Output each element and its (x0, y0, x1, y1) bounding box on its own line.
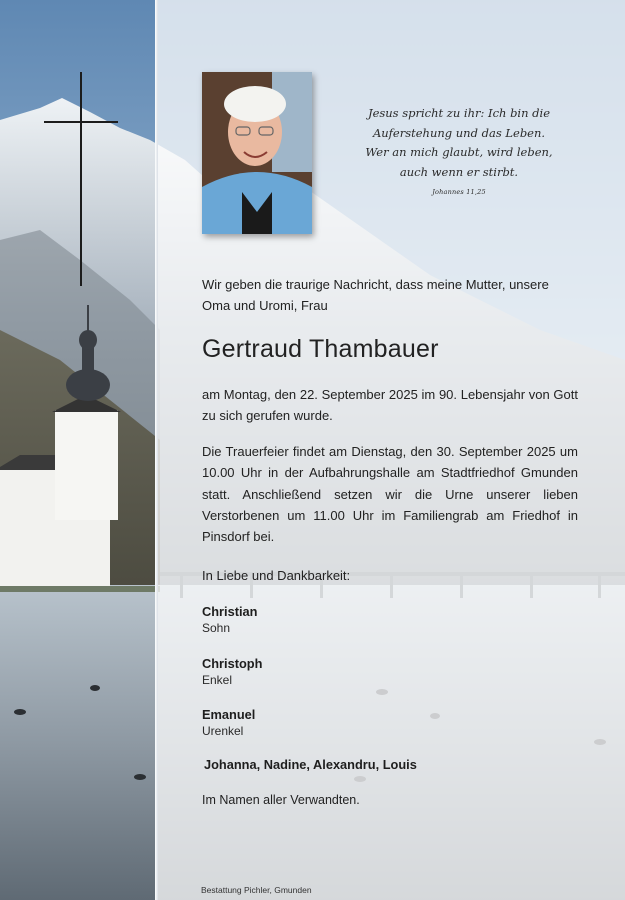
verse-reference: Johannes 11,25 (432, 188, 486, 196)
family-note: Im Namen aller Verwandten. (202, 793, 360, 807)
portrait-photo (202, 72, 312, 234)
deceased-name: Gertraud Thambauer (202, 335, 439, 363)
mourner-relation: Enkel (202, 673, 233, 687)
mourner-name: Emanuel (202, 707, 256, 722)
funeral-details-paragraph: Die Trauerfeier findet am Dienstag, den 30. September 2025 um 10.00 Uhr in der Aufbahrungshalle am Stadtfriedhof Gmunden statt. Anschließend setzen wir die Urne unserer lieben Verstorbenen um 11.00 Uhr im Familiengrab am Friedhof in Pinsdorf bei. (202, 444, 578, 545)
mourner-name: Christian (202, 604, 258, 619)
mourner-entry (202, 706, 255, 740)
mourner-entry (202, 655, 262, 689)
mourner-relation: Urenkel (202, 724, 244, 738)
verse-line: auch wenn er stirbt. (399, 164, 519, 179)
panel-divider (155, 0, 158, 900)
verse-line: Auferstehung und das Leben. (372, 125, 546, 140)
verse-line: Jesus spricht zu ihr: Ich bin die (367, 106, 551, 120)
grandchildren-names: Johanna, Nadine, Alexandru, Louis (204, 757, 417, 772)
death-notice-paragraph: am Montag, den 22. September 2025 im 90. Lebensjahr von Gott zu sich gerufen wurde. (202, 387, 578, 424)
announcement-text: Wir geben die traurige Nachricht, dass meine Mutter, unsere Oma und Uromi, Frau (202, 277, 549, 314)
mourner-relation: Sohn (202, 621, 231, 635)
verse-line: Wer an mich glaubt, wird leben, (365, 145, 553, 159)
cross-icon-bar (44, 121, 118, 123)
mourner-entry (202, 603, 257, 637)
funeral-home-footer: Bestattung Pichler, Gmunden (201, 885, 312, 895)
mourner-name: Christoph (202, 656, 263, 671)
bible-verse (350, 104, 568, 196)
closing-line: In Liebe und Dankbarkeit: (202, 568, 351, 583)
cross-icon (80, 72, 82, 286)
